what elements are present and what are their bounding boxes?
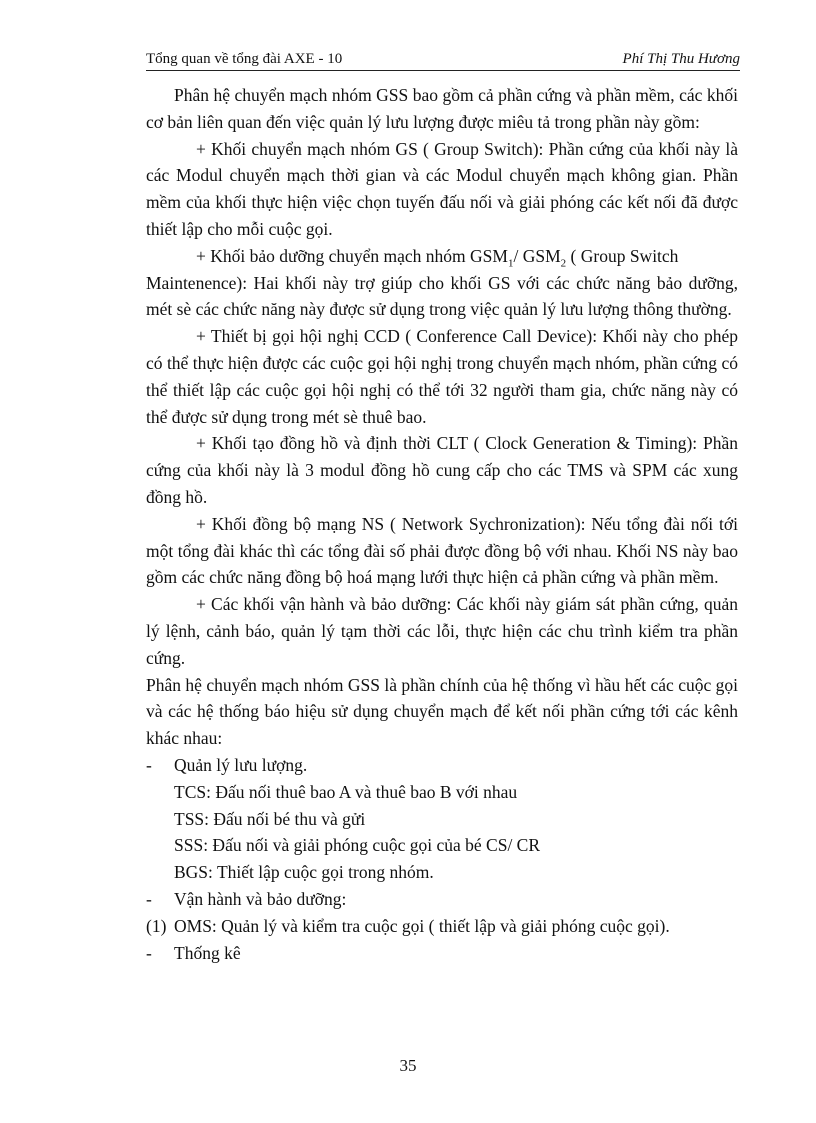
- ns-paragraph: + Khối đồng bộ mạng NS ( Network Sychronization): Nếu tổng đài nối tới một tổng đài khác thì các tổng đài số phải được đồng bộ với nhau. Khối NS này bao gồm các chức năng đồng bộ hoá mạng lưới thực hiện cả phần cứng và phần mềm.: [146, 513, 738, 588]
- gsm-paragraph: Maintenence): Hai khối này trợ giúp cho khối GS với các chức năng bảo dưỡng, mét sè các chức năng này được sử dụng trong việc quản lý lưu lượng thông thường.: [146, 272, 738, 320]
- gsm-suffix: ( Group Switch: [566, 245, 679, 266]
- header-author: Phí Thị Thu Hương: [622, 51, 740, 67]
- list-bullet: -: [146, 754, 152, 775]
- om-paragraph: + Các khối vận hành và bảo dưỡng: Các khối này giám sát phần cứng, quản lý lệnh, cảnh báo, quản lý tạm thời các lỗi, thực hiện các chu trình kiểm tra phần cứng.: [146, 594, 738, 668]
- gs-paragraph: + Khối chuyển mạch nhóm GS ( Group Switch): Phần cứng của khối này là các Modul chuyển mạch thời gian và các Modul chuyển mạch không gian. Phần mềm của khối thực hiện việc chọn tuyến đấu nối và giải phóng các kết nối đã được thiết lập cho mỗi cuộc gọi.: [146, 138, 738, 239]
- gss-summary-paragraph: Phân hệ chuyển mạch nhóm GSS là phần chính của hệ thống vì hầu hết các cuộc gọi và các hệ thống báo hiệu sử dụng chuyển mạch để kết nối phần cứng tới các kênh khác nhau:: [146, 674, 738, 749]
- sub-list-item: TSS: Đấu nối bé thu và gửi: [174, 808, 366, 829]
- list-item-text: Vận hành và bảo dưỡng:: [174, 888, 347, 909]
- sub-list-item: SSS: Đấu nối và giải phóng cuộc gọi của bé CS/ CR: [174, 835, 541, 856]
- sub-list-item: TCS: Đấu nối thuê bao A và thuê bao B với nhau: [174, 781, 518, 802]
- list-item: [146, 752, 738, 779]
- sub-list-item: BGS: Thiết lập cuộc gọi trong nhóm.: [174, 862, 434, 883]
- gsm-mid: / GSM: [513, 245, 561, 266]
- list-bullet: -: [146, 942, 152, 963]
- gsm-heading-line: [146, 243, 738, 270]
- list-item-text: OMS: Quản lý và kiểm tra cuộc gọi ( thiết lập và giải phóng cuộc gọi).: [174, 915, 670, 936]
- page-body: [146, 82, 738, 966]
- list-item: [146, 913, 738, 940]
- page-header: [146, 48, 740, 71]
- gsm-sub1: 1: [507, 257, 514, 270]
- gsm-sub2: 2: [560, 257, 567, 270]
- intro-paragraph: Phân hệ chuyển mạch nhóm GSS bao gồm cả phần cứng và phần mềm, các khối cơ bản liên quan đến việc quản lý lưu lượng được miêu tả trong phần này gồm:: [146, 85, 738, 132]
- list-bullet: -: [146, 888, 152, 909]
- clt-paragraph: + Khối tạo đồng hồ và định thời CLT ( Clock Generation & Timing): Phần cứng của khối này là 3 modul đồng hồ cung cấp cho các TMS và SPM các xung đồng hồ.: [146, 433, 738, 507]
- page-number: 35: [399, 1056, 417, 1075]
- header-title: Tổng quan về tổng đài AXE - 10: [146, 51, 343, 67]
- list-number: (1): [146, 915, 167, 936]
- gsm-prefix: + Khối bảo dưỡng chuyển mạch nhóm GSM: [196, 245, 508, 266]
- list-item-text: Thống kê: [174, 942, 241, 963]
- ccd-paragraph: + Thiết bị gọi hội nghị CCD ( Conference Call Device): Khối này cho phép có thể thực hiện được các cuộc gọi hội nghị trong chuyển mạch nhóm, phần cứng có thể thiết lập các cuộc gọi hội nghị có thể tới 32 người tham gia, chức năng này có thể được sử dụng trong mét sè thuê bao.: [146, 326, 738, 427]
- list-item: [146, 886, 738, 913]
- list-item-text: Quản lý lưu lượng.: [174, 754, 308, 775]
- list-item: [146, 940, 738, 967]
